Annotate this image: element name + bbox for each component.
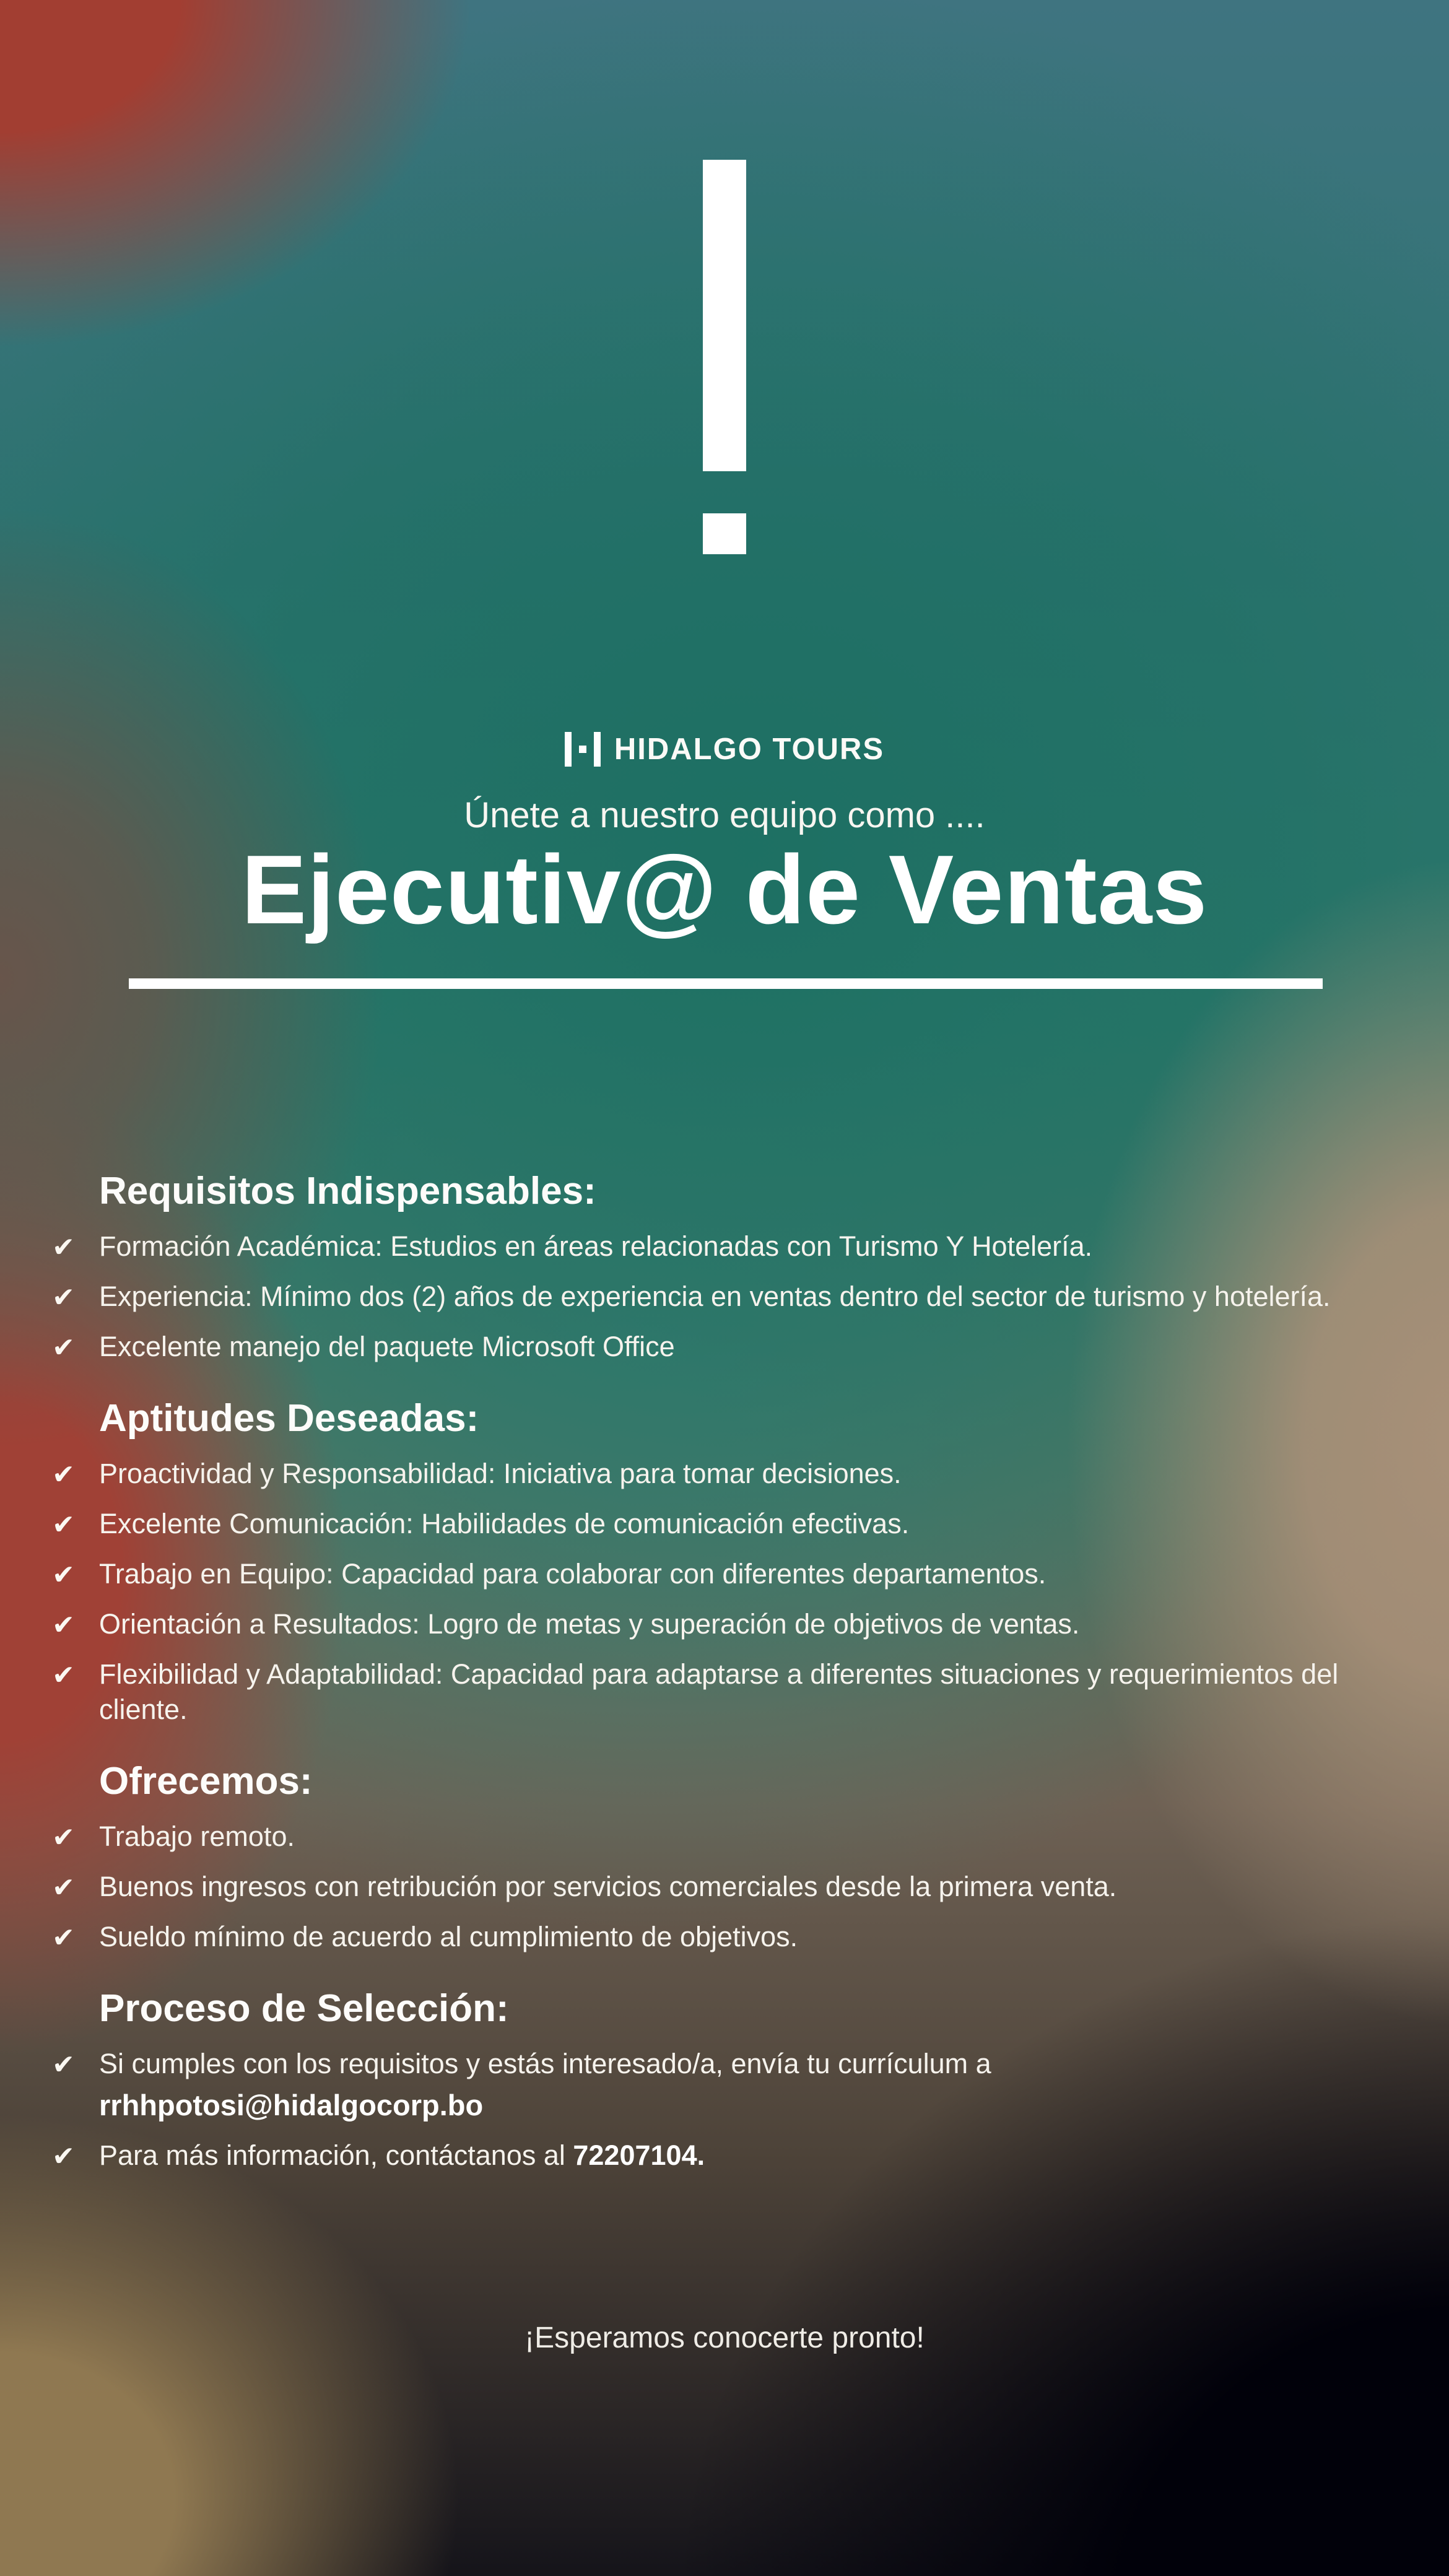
list-item-text: Excelente manejo del paquete Microsoft Office [99, 1331, 675, 1362]
section-aptitudes [52, 1396, 1390, 1727]
check-icon: ✔ [52, 1510, 75, 1540]
list-item-text: Buenos ingresos con retribución por servicios comerciales desde la primera venta. [99, 1871, 1117, 1902]
list-item-text: Sueldo mínimo de acuerdo al cumplimiento de objetivos. [99, 1921, 798, 1952]
list-item [52, 2046, 1390, 2123]
section-heading: Ofrecemos: [99, 1760, 313, 1803]
list-item-text: Trabajo remoto. [99, 1821, 295, 1852]
list-item-text: Flexibilidad y Adaptabilidad: Capacidad para adaptarse a diferentes situaciones y requerimientos del cliente. [99, 1658, 1339, 1725]
check-icon: ✔ [52, 1610, 75, 1640]
page-title: Ejecutiv@ de Ventas [241, 835, 1208, 944]
check-icon: ✔ [52, 1822, 75, 1853]
check-icon: ✔ [52, 1232, 75, 1263]
section-requisitos [52, 1169, 1390, 1364]
list-item-text: Formación Académica: Estudios en áreas relacionadas con Turismo Y Hotelería. [99, 1230, 1093, 1262]
list-item [52, 1506, 1390, 1541]
requisitos-list [52, 1229, 1390, 1364]
list-item [52, 1606, 1390, 1642]
section-heading: Requisitos Indispensables: [99, 1170, 596, 1212]
section-ofrecemos [52, 1759, 1390, 1954]
brand-logo [0, 732, 1449, 767]
list-item-text: Trabajo en Equipo: Capacidad para colaborar con diferentes departamentos. [99, 1558, 1046, 1590]
list-item [52, 2138, 1390, 2173]
list-item-text: Si cumples con los requisitos y estás interesado/a, envía tu currículum a [99, 2048, 991, 2079]
title-divider [129, 978, 1323, 989]
list-item [52, 1329, 1390, 1364]
list-item [52, 1869, 1390, 1904]
content [52, 1169, 1390, 2173]
exclamation-dot [703, 513, 746, 554]
check-icon: ✔ [52, 1460, 75, 1490]
brand-mark-bar-left [565, 732, 572, 767]
ofrecemos-list [52, 1819, 1390, 1954]
section-heading: Aptitudes Deseadas: [99, 1397, 479, 1440]
proceso-list [52, 2046, 1390, 2173]
list-item-text: Para más información, contáctanos al [99, 2139, 573, 2171]
list-item-text: Proactividad y Responsabilidad: Iniciativa para tomar decisiones. [99, 1458, 902, 1489]
list-item [52, 1229, 1390, 1264]
list-item-text: Experiencia: Mínimo dos (2) años de experiencia en ventas dentro del sector de turismo y hotelería. [99, 1281, 1331, 1312]
check-icon: ✔ [52, 1923, 75, 1953]
contact-email: rrhhpotosi@hidalgocorp.bo [99, 2089, 484, 2121]
brand-mark-bar-right [594, 732, 601, 767]
list-item [52, 1919, 1390, 1954]
closing-line: ¡Esperamos conocerte pronto! [524, 2321, 925, 2354]
list-item [52, 1279, 1390, 1314]
brand-mark-dot [579, 746, 586, 753]
list-item [52, 1456, 1390, 1491]
list-item [52, 1656, 1390, 1727]
brand-name: HIDALGO TOURS [614, 733, 885, 766]
check-icon: ✔ [52, 1660, 75, 1690]
check-icon: ✔ [52, 2141, 75, 2172]
exclamation-bar [703, 160, 746, 471]
check-icon: ✔ [52, 1873, 75, 1903]
intro-line: Únete a nuestro equipo como .... [464, 795, 985, 835]
check-icon: ✔ [52, 1560, 75, 1590]
section-proceso [52, 1986, 1390, 2173]
contact-phone: 72207104. [573, 2139, 705, 2171]
brand-mark-icon [565, 732, 601, 767]
check-icon: ✔ [52, 1282, 75, 1313]
list-item-text: Excelente Comunicación: Habilidades de comunicación efectivas. [99, 1508, 910, 1539]
aptitudes-list [52, 1456, 1390, 1727]
check-icon: ✔ [52, 1333, 75, 1363]
list-item [52, 1819, 1390, 1854]
section-heading: Proceso de Selección: [99, 1987, 509, 2030]
list-item-text: Orientación a Resultados: Logro de metas y superación de objetivos de ventas. [99, 1608, 1080, 1640]
list-item [52, 1556, 1390, 1591]
check-icon: ✔ [52, 2050, 75, 2080]
